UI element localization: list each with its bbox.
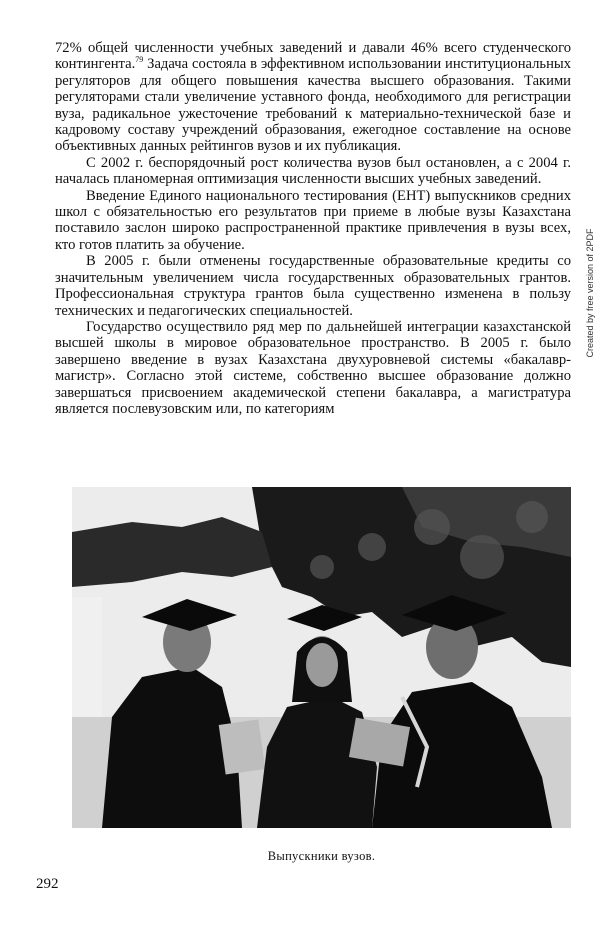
body-text <box>55 40 571 417</box>
watermark <box>583 218 597 368</box>
paragraph-3: Введение Единого национального тестирования (ЕНТ) выпускников средних школ с обязательностью его результатов при приеме в любые вузы Казахстана поставило заслон широко распространенной практике привлечения в вузы всех, кто готов платить за обучение. <box>55 187 571 253</box>
page-number: 292 <box>36 876 59 892</box>
paragraph-4: В 2005 г. были отменены государственные образовательные кредиты со значительным увеличением числа государственных образовательных грантов. Профессиональная структура грантов была существенно изменена в пользу технических и педагогических специальностей. <box>55 253 571 319</box>
graduates-photo-drawing <box>72 487 571 828</box>
footnote-ref[interactable]: 79 <box>135 55 144 65</box>
graduates-photo <box>72 487 571 828</box>
paragraph-1-text-cont: Задача состояла в эффективном использовании институциональных регуляторов для общего повышения качества высшего образования. Такими регуляторами стали увеличение уставного фонда, необходимого для регистрации вуза, радикальное ужесточение требований к материально-технической базе и кадровому составу учреждений образования, ежегодное составление на основе объективных данных рейтингов вузов и их публикация. <box>55 56 571 155</box>
watermark-text: Created by free version of 2PDF <box>585 228 595 358</box>
paragraph-1-text: 72% общей численности учебных заведений и давали 46% всего студенческого контингента. <box>55 40 571 73</box>
figure-caption: Выпускники вузов. <box>267 849 376 863</box>
paragraph-1 <box>55 40 571 155</box>
paragraph-2: С 2002 г. беспорядочный рост количества вузов был остановлен, а с 2004 г. началась планомерная оптимизация численности высших учебных заведений. <box>55 154 571 188</box>
paragraph-5: Государство осуществило ряд мер по дальнейшей интеграции казахстанской высшей школы в мировое образовательное пространство. В 2005 г. было завершено введение в вузах Казахстана двухуровневой системы «бакалавр-магистр». Согласно этой системе, собственно высшее образование должно завершаться присвоением академической степени бакалавра, а магистратура является послевузовским или, по категориям <box>55 318 571 417</box>
